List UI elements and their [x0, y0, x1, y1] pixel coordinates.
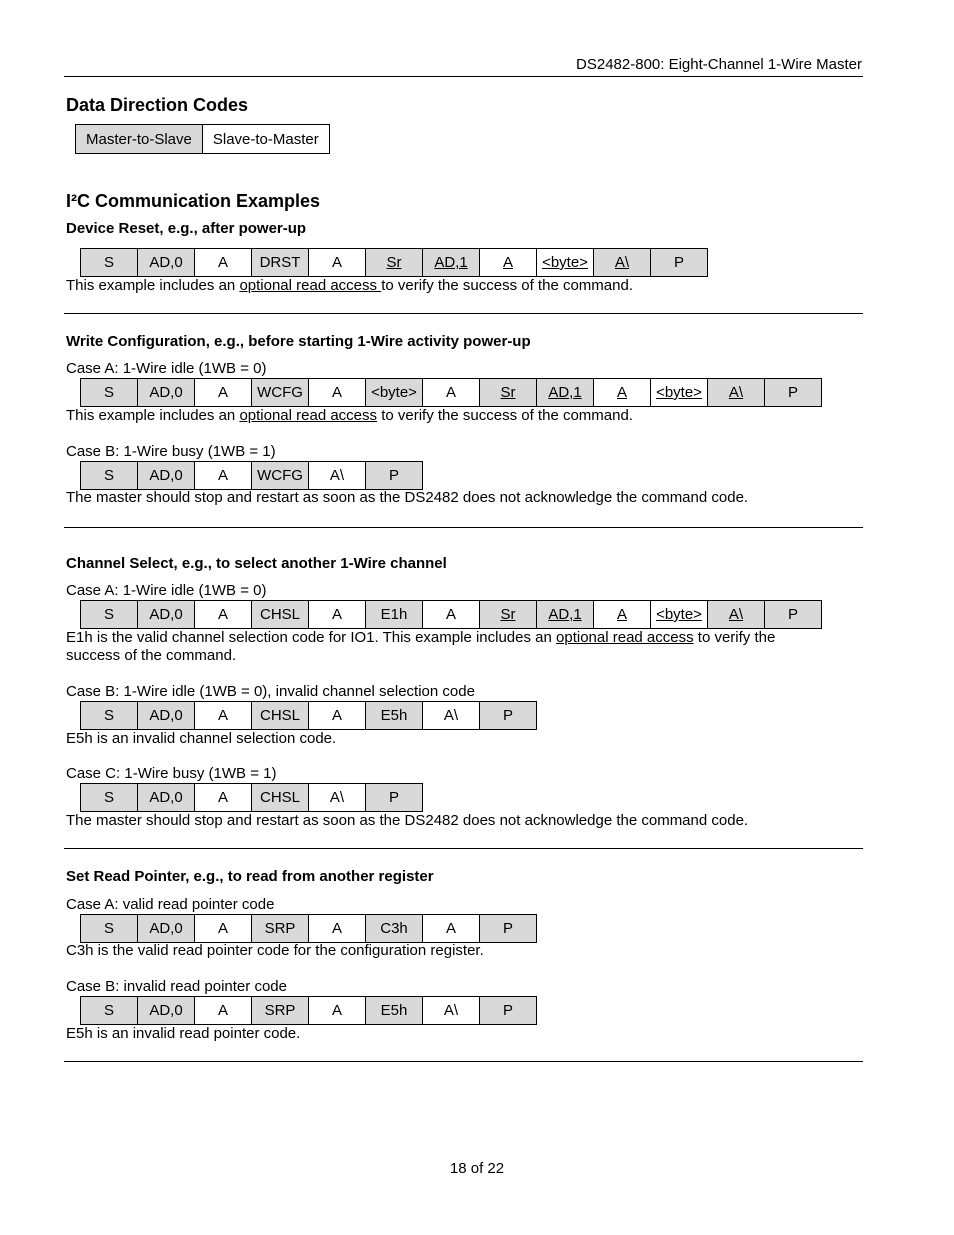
- sequence-cell: E5h: [366, 702, 423, 730]
- set-read-pointer-case-b-note: E5h is an invalid read pointer code.: [66, 1025, 301, 1042]
- sequence-cell: Sr: [480, 601, 537, 629]
- sequence-cell: CHSL: [252, 702, 309, 730]
- set-read-pointer-case-a-sequence: [80, 914, 537, 943]
- section-rule: [64, 313, 863, 314]
- sequence-cell: A: [195, 915, 252, 943]
- sequence-cell: S: [81, 462, 138, 490]
- sequence-cell: A: [423, 915, 480, 943]
- sequence-cell: A\: [309, 462, 366, 490]
- channel-select-case-c-label: Case C: 1-Wire busy (1WB = 1): [66, 765, 277, 782]
- sequence-cell: P: [765, 379, 822, 407]
- sequence-cell: S: [81, 784, 138, 812]
- device-reset-sequence: [80, 248, 708, 277]
- sequence-cell: A: [195, 249, 252, 277]
- sequence-cell: S: [81, 379, 138, 407]
- sequence-cell: <byte>: [366, 379, 423, 407]
- sequence-cell: SRP: [252, 915, 309, 943]
- section-rule: [64, 527, 863, 528]
- sequence-cell: AD,0: [138, 379, 195, 407]
- sequence-cell: Sr: [480, 379, 537, 407]
- sequence-cell: P: [480, 997, 537, 1025]
- sequence-cell: P: [480, 915, 537, 943]
- sequence-cell: P: [480, 702, 537, 730]
- section-rule: [64, 848, 863, 849]
- sequence-cell: A\: [309, 784, 366, 812]
- sequence-cell: P: [651, 249, 708, 277]
- sequence-cell: AD,1: [537, 601, 594, 629]
- optional-read-access-link: optional read access: [239, 277, 382, 294]
- set-read-pointer-case-b-sequence: [80, 996, 537, 1025]
- page-number: 18 of 22: [449, 1160, 505, 1177]
- channel-select-case-c-note: The master should stop and restart as soon as the DS2482 does not acknowledge the command code.: [66, 812, 749, 829]
- channel-select-heading: Channel Select, e.g., to select another 1-Wire channel: [66, 555, 447, 572]
- write-config-case-a-sequence: [80, 378, 822, 407]
- sequence-cell: SRP: [252, 997, 309, 1025]
- sequence-cell: A: [195, 601, 252, 629]
- sequence-cell: A: [309, 249, 366, 277]
- sequence-cell: S: [81, 997, 138, 1025]
- sequence-cell: A: [480, 249, 537, 277]
- sequence-cell: AD,0: [138, 784, 195, 812]
- document-header-title: DS2482-800: Eight-Channel 1-Wire Master: [576, 56, 862, 73]
- channel-select-case-a-sequence: [80, 600, 822, 629]
- master-to-slave-code: Master-to-Slave: [76, 125, 203, 154]
- write-config-case-a-label: Case A: 1-Wire idle (1WB = 0): [66, 360, 267, 377]
- sequence-cell: A: [309, 702, 366, 730]
- sequence-cell: AD,1: [537, 379, 594, 407]
- sequence-cell: A: [195, 997, 252, 1025]
- channel-select-case-a-note: E1h is the valid channel selection code for IO1. This example includes an optional read access to verify the success of the command.: [66, 629, 776, 664]
- sequence-cell: A: [195, 784, 252, 812]
- sequence-cell: A: [195, 702, 252, 730]
- device-reset-note: This example includes an optional read access to verify the success of the command.: [66, 277, 633, 294]
- sequence-cell: AD,1: [423, 249, 480, 277]
- sequence-cell: P: [366, 462, 423, 490]
- sequence-cell: A: [309, 997, 366, 1025]
- sequence-cell: AD,0: [138, 462, 195, 490]
- sequence-cell: AD,0: [138, 702, 195, 730]
- sequence-cell: AD,0: [138, 601, 195, 629]
- sequence-cell: P: [765, 601, 822, 629]
- channel-select-case-b-sequence: [80, 701, 537, 730]
- set-read-pointer-case-b-label: Case B: invalid read pointer code: [66, 978, 287, 995]
- sequence-cell: DRST: [252, 249, 309, 277]
- write-config-heading: Write Configuration, e.g., before starting 1-Wire activity power-up: [66, 333, 531, 350]
- sequence-cell: S: [81, 249, 138, 277]
- sequence-cell: C3h: [366, 915, 423, 943]
- sequence-cell: WCFG: [252, 462, 309, 490]
- sequence-cell: A\: [594, 249, 651, 277]
- device-reset-heading: Device Reset, e.g., after power-up: [66, 220, 307, 237]
- set-read-pointer-case-a-label: Case A: valid read pointer code: [66, 896, 275, 913]
- sequence-cell: A: [309, 601, 366, 629]
- sequence-cell: A: [423, 601, 480, 629]
- channel-select-case-b-note: E5h is an invalid channel selection code.: [66, 730, 337, 747]
- write-config-case-b-label: Case B: 1-Wire busy (1WB = 1): [66, 443, 276, 460]
- section-rule: [64, 1061, 863, 1062]
- sequence-cell: CHSL: [252, 601, 309, 629]
- write-config-case-b-note: The master should stop and restart as soon as the DS2482 does not acknowledge the command code.: [66, 489, 749, 506]
- channel-select-case-b-label: Case B: 1-Wire idle (1WB = 0), invalid channel selection code: [66, 683, 475, 700]
- sequence-cell: E1h: [366, 601, 423, 629]
- sequence-cell: <byte>: [651, 601, 708, 629]
- data-direction-legend: [75, 124, 330, 154]
- sequence-cell: S: [81, 702, 138, 730]
- sequence-cell: A: [594, 601, 651, 629]
- sequence-cell: S: [81, 915, 138, 943]
- sequence-cell: A\: [423, 997, 480, 1025]
- sequence-cell: A: [594, 379, 651, 407]
- optional-read-access-link: optional read access: [556, 629, 694, 646]
- sequence-cell: E5h: [366, 997, 423, 1025]
- sequence-cell: A: [195, 462, 252, 490]
- channel-select-case-a-label: Case A: 1-Wire idle (1WB = 0): [66, 582, 267, 599]
- sequence-cell: A: [309, 915, 366, 943]
- sequence-cell: AD,0: [138, 997, 195, 1025]
- header-rule: [64, 76, 863, 77]
- sequence-cell: A\: [423, 702, 480, 730]
- slave-to-master-code: Slave-to-Master: [202, 125, 329, 154]
- sequence-cell: A: [423, 379, 480, 407]
- sequence-cell: <byte>: [651, 379, 708, 407]
- sequence-cell: CHSL: [252, 784, 309, 812]
- data-direction-heading: Data Direction Codes: [66, 95, 249, 115]
- optional-read-access-link: optional read access: [239, 407, 378, 424]
- sequence-cell: WCFG: [252, 379, 309, 407]
- sequence-cell: A: [309, 379, 366, 407]
- write-config-case-b-sequence: [80, 461, 423, 490]
- examples-heading: I²C Communication Examples: [66, 191, 321, 211]
- write-config-case-a-note: This example includes an optional read access to verify the success of the command.: [66, 407, 633, 424]
- sequence-cell: A\: [708, 601, 765, 629]
- sequence-cell: P: [366, 784, 423, 812]
- sequence-cell: Sr: [366, 249, 423, 277]
- channel-select-case-c-sequence: [80, 783, 423, 812]
- sequence-cell: <byte>: [537, 249, 594, 277]
- set-read-pointer-heading: Set Read Pointer, e.g., to read from another register: [66, 868, 434, 885]
- sequence-cell: A: [195, 379, 252, 407]
- sequence-cell: A\: [708, 379, 765, 407]
- sequence-cell: AD,0: [138, 249, 195, 277]
- sequence-cell: AD,0: [138, 915, 195, 943]
- set-read-pointer-case-a-note: C3h is the valid read pointer code for the configuration register.: [66, 942, 484, 959]
- sequence-cell: S: [81, 601, 138, 629]
